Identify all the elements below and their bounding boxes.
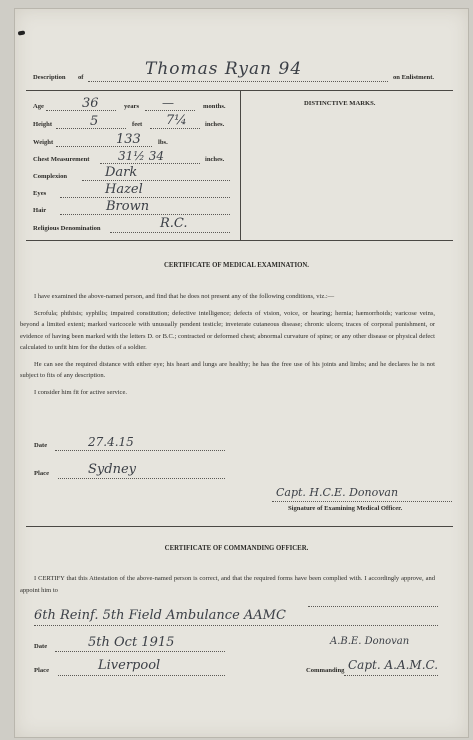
medical-place-value: Sydney — [88, 462, 136, 477]
distinctive-marks-label: DISTINCTIVE MARKS. — [304, 100, 376, 107]
commanding-label: Commanding — [306, 667, 345, 674]
medical-certificate-title: CERTIFICATE OF MEDICAL EXAMINATION. — [163, 262, 310, 269]
eyes-value: Hazel — [105, 182, 143, 197]
description-label: Description — [33, 74, 66, 81]
medical-date-label: Date — [34, 442, 48, 449]
months-label: months. — [203, 103, 226, 110]
medical-date-line — [55, 450, 225, 451]
commanding-officer-signature: A.B.E. Donovan — [330, 636, 410, 647]
chest-inches-label: inches. — [205, 156, 225, 163]
weight-value: 133 — [116, 132, 141, 147]
section-divider — [26, 526, 453, 527]
commanding-rank-line — [344, 675, 438, 676]
commanding-place-line — [58, 675, 225, 676]
commanding-body — [20, 573, 435, 596]
complexion-label: Complexion — [33, 173, 68, 180]
commanding-date-value: 5th Oct 1915 — [88, 635, 175, 650]
of-label: of — [78, 74, 84, 81]
inches-label: inches. — [205, 121, 225, 128]
hair-value: Brown — [106, 199, 150, 214]
religion-value: R.C. — [160, 216, 188, 231]
soldier-name: Thomas Ryan 94 — [145, 59, 303, 79]
age-months-value: — — [162, 96, 174, 110]
complexion-line — [82, 180, 230, 181]
hair-line — [60, 214, 230, 215]
commanding-certificate-title: CERTIFICATE OF COMMANDING OFFICER. — [164, 545, 309, 552]
medical-date-value: 27.4.15 — [88, 435, 134, 449]
medical-signature-label: Signature of Examining Medical Officer. — [288, 505, 403, 512]
height-inches-line — [150, 128, 200, 129]
appoint-line — [308, 606, 438, 607]
lbs-label: lbs. — [158, 139, 168, 146]
age-label: Age — [33, 103, 44, 110]
medical-body — [20, 291, 435, 398]
commanding-place-label: Place — [34, 667, 50, 674]
height-inches-value: 7¼ — [166, 113, 187, 128]
commanding-rank-value: Capt. A.A.M.C. — [348, 658, 439, 672]
medical-place-line — [58, 478, 225, 479]
commanding-para: I CERTIFY that this Attestation of the above-named person is correct, and that the required forms have been complied with. I accordingly approve, and appoint him to — [20, 575, 435, 594]
complexion-value: Dark — [105, 165, 138, 180]
unit-value: 6th Reinf. 5th Field Ambulance AAMC — [34, 608, 286, 623]
chest-value: 31½ 34 — [118, 149, 164, 163]
medical-signature-line — [272, 501, 452, 502]
medical-para-4: I consider him fit for active service. — [34, 388, 127, 396]
commanding-place-value: Liverpool — [98, 658, 161, 673]
chest-label: Chest Measurement — [33, 156, 90, 163]
weight-label: Weight — [33, 139, 54, 146]
hair-label: Hair — [33, 207, 47, 214]
height-label: Height — [33, 121, 53, 128]
medical-para-2: Scrofula; phthisis; syphilis; impaired constitution; defective intelligence; defects of vision, voice, or hearing; hernia; hæmorrhoids; varicose veins, beyond a limited extent; marked varicocele with unusually pendent testicle; inveterate cutaneous disease; chronic ulcers; traces of corporal punishment, or evidence of having been marked with the letters D. or B.C.; contracted or deformed chest; abnormal curvature of spine; or any other disease or physical defect calculated to unfit him for the duties of a soldier. — [20, 309, 435, 351]
age-months-line — [145, 110, 195, 111]
height-feet-value: 5 — [90, 114, 99, 129]
chest-line — [100, 163, 200, 164]
religion-label: Religious Denomination — [33, 225, 101, 232]
medical-para-3: He can see the required distance with either eye; his heart and lungs are healthy; he has the free use of his joints and limbs; and he declares he is not subject to fits of any description. — [20, 360, 435, 379]
eyes-line — [60, 197, 230, 198]
name-line — [88, 81, 388, 82]
commanding-date-line — [55, 651, 225, 652]
unit-line — [34, 625, 438, 626]
age-years-value: 36 — [82, 96, 99, 111]
box-divider — [240, 90, 241, 241]
on-enlistment-label: on Enlistment. — [393, 74, 435, 81]
medical-place-label: Place — [34, 470, 50, 477]
religion-line — [110, 232, 230, 233]
medical-officer-signature: Capt. H.C.E. Donovan — [276, 486, 399, 499]
medical-para-1: I have examined the above-named person, and find that he does not present any of the following conditions, viz.:— — [34, 293, 335, 300]
feet-label: feet — [132, 121, 143, 128]
years-label: years — [124, 103, 140, 110]
eyes-label: Eyes — [33, 190, 47, 197]
age-years-line — [46, 110, 116, 111]
commanding-date-label: Date — [34, 643, 48, 650]
